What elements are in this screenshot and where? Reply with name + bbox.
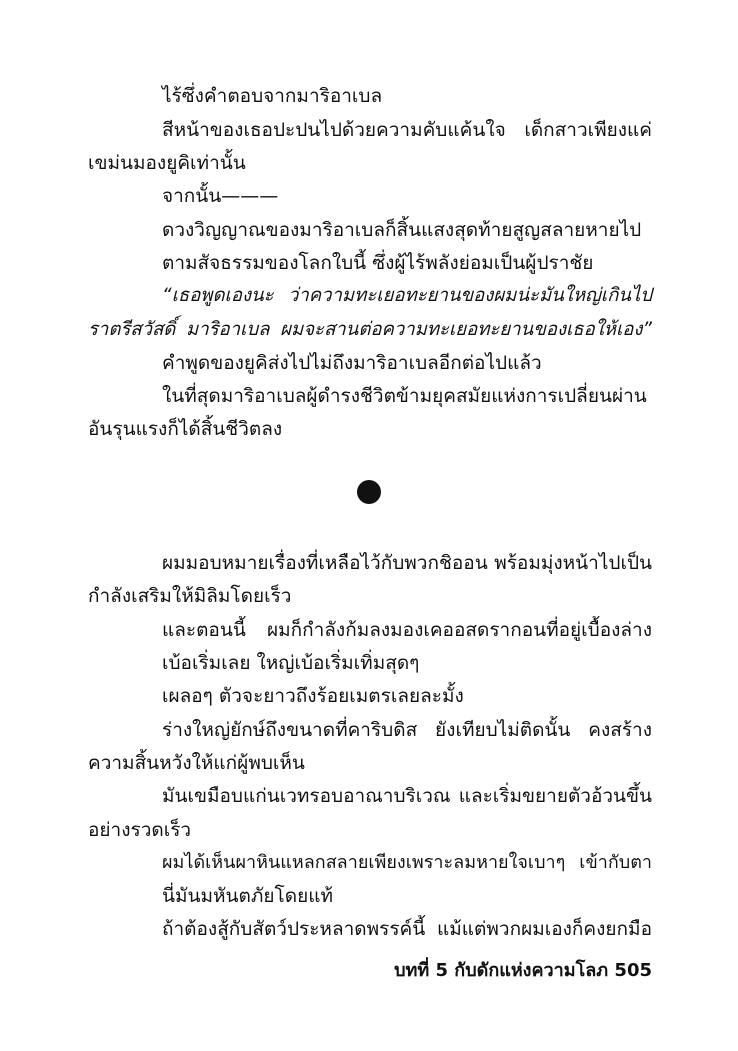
text-line: ผมมอบหมายเรื่องที่เหลือไว้กับพวกชิออน พร้อมมุ่งหน้าไปเป็น xyxy=(162,552,652,574)
text-line: ร่างใหญ่ยักษ์ถึงขนาดที่คาริบดิส ยังเทียบไม่ติดนั้น คงสร้าง xyxy=(162,719,652,741)
text-line: คำพูดของยูคิส่งไปไม่ถึงมาริอาเบลอีกต่อไปแล้ว xyxy=(162,352,542,374)
section-break-bullet-icon xyxy=(357,480,381,504)
text-line: อันรุนแรงก็ได้สิ้นชีวิตลง xyxy=(88,418,283,440)
text-line: ผมได้เห็นผาหินแหลกสลายเพียงเพราะลมหายใจเบาๆ เข้ากับตา xyxy=(162,852,652,873)
text-line: เผลอๆ ตัวจะยาวถึงร้อยเมตรเลยละมั้ง xyxy=(162,685,464,707)
text-line: ในที่สุดมาริอาเบลผู้ดำรงชีวิตข้ามยุคสมัยแห่งการเปลี่ยนผ่าน xyxy=(162,385,647,407)
text-line: ถ้าต้องสู้กับสัตว์ประหลาดพรรค์นี้ แม้แต่พวกผมเองก็คงยกมือ xyxy=(162,918,652,940)
quote-line: ราตรีสวัสดิ์ มาริอาเบล ผมจะสานต่อความทะเยอทะยานของเธอให้เอง” xyxy=(88,319,652,340)
text-line: เขม่นมองยูคิเท่านั้น xyxy=(88,152,246,174)
text-line: มันเขมือบแก่นเวทรอบอาณาบริเวณ และเริ่มขยายตัวอ้วนขึ้น xyxy=(162,785,652,807)
text-line: ไร้ซึ่งคำตอบจากมาริอาเบล xyxy=(162,85,383,107)
text-line: กำลังเสริมให้มิลิมโดยเร็ว xyxy=(88,585,292,607)
text-line: อย่างรวดเร็ว xyxy=(88,819,192,841)
quote-line: “เธอพูดเองนะ ว่าความทะเยอทะยานของผมน่ะมันใหญ่เกินไป xyxy=(162,285,652,306)
text-line: และตอนนี้ ผมก็กำลังก้มลงมองเคออสดรากอนที่อยู่เบื้องล่าง xyxy=(162,619,652,641)
text-line: ดวงวิญญาณของมาริอาเบลก็สิ้นแสงสุดท้ายสูญสลายหายไป xyxy=(162,219,642,241)
text-line: สีหน้าของเธอปะปนไปด้วยความคับแค้นใจ เด็กสาวเพียงแค่ xyxy=(162,119,652,141)
text-line: ตามสัจธรรมของโลกใบนี้ ซึ่งผู้ไร้พลังย่อมเป็นผู้ปราชัย xyxy=(162,252,594,274)
text-line: เบ้อเริ่มเลย ใหญ่เบ้อเริ่มเทิ่มสุดๆ xyxy=(162,652,420,674)
text-line: นี่มันมหันตภัยโดยแท้ xyxy=(162,885,333,907)
page-footer: บทที่ 5 กับดักแห่งความโลภ 505 xyxy=(394,960,652,981)
text-line: จากนั้น——— xyxy=(162,185,279,207)
text-line: ความสิ้นหวังให้แก่ผู้พบเห็น xyxy=(88,752,305,774)
